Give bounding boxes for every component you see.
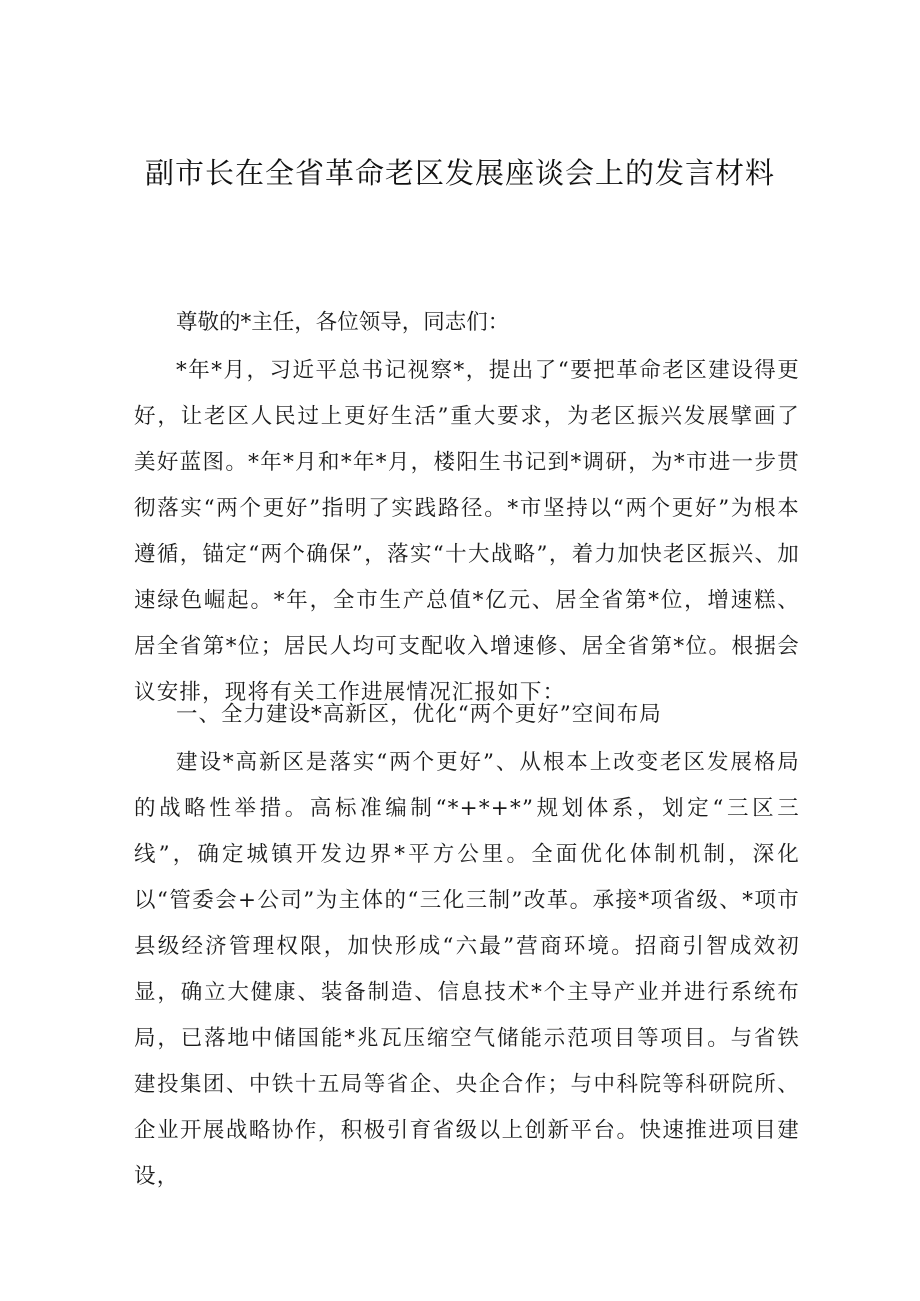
section-heading-1: 一、全力建设*高新区，优化“两个更好”空间布局	[176, 702, 662, 727]
paragraph-intro: *年*月，习近平总书记视察*，提出了“要把革命老区建设得更好，让老区人民过上更好生活”重大要求，为老区振兴发展擘画了美好蓝图。*年*月和*年*月，楼阳生书记到*调研，为*市进一步贯彻落实“两个更好”指明了实践路径。*市坚持以“两个更好”为根本遵循，锚定“两个确保”，落实“十大战略”，着力加快老区振兴、加速绿色崛起。*年，全市生产总值*亿元、居全省第*位，增速糕、居全省第*位；居民人均可支配收入增速修、居全省第*位。根据会议安排，现将有关工作进展情况汇报如下：	[134, 358, 800, 705]
document-title: 副市长在全省革命老区发展座谈会上的发言材料	[144, 156, 775, 190]
paragraph-section-1: 建设*高新区是落实“两个更好”、从根本上改变老区发展格局的战略性举措。高标准编制“*+*+*”规划体系，划定“三区三线”，确定城镇开发边界*平方公里。全面优化体制机制，深化以“管委会+公司”为主体的“三化三制”改革。承接*项省级、*项市县级经济管理权限，加快形成“六最”营商环境。招商引智成效初显，确立大健康、装备制造、信息技术*个主导产业并进行系统布局，已落地中储国能*兆瓦压缩空气储能示范项目等项目。与省铁建投集团、中铁十五局等省企、央企合作；与中科院等科研院所、企业开展战略协作，积极引育省级以上创新平台。快速推进项目建设，	[134, 750, 800, 1189]
salutation: 尊敬的*主任，各位领导，同志们：	[176, 310, 510, 335]
